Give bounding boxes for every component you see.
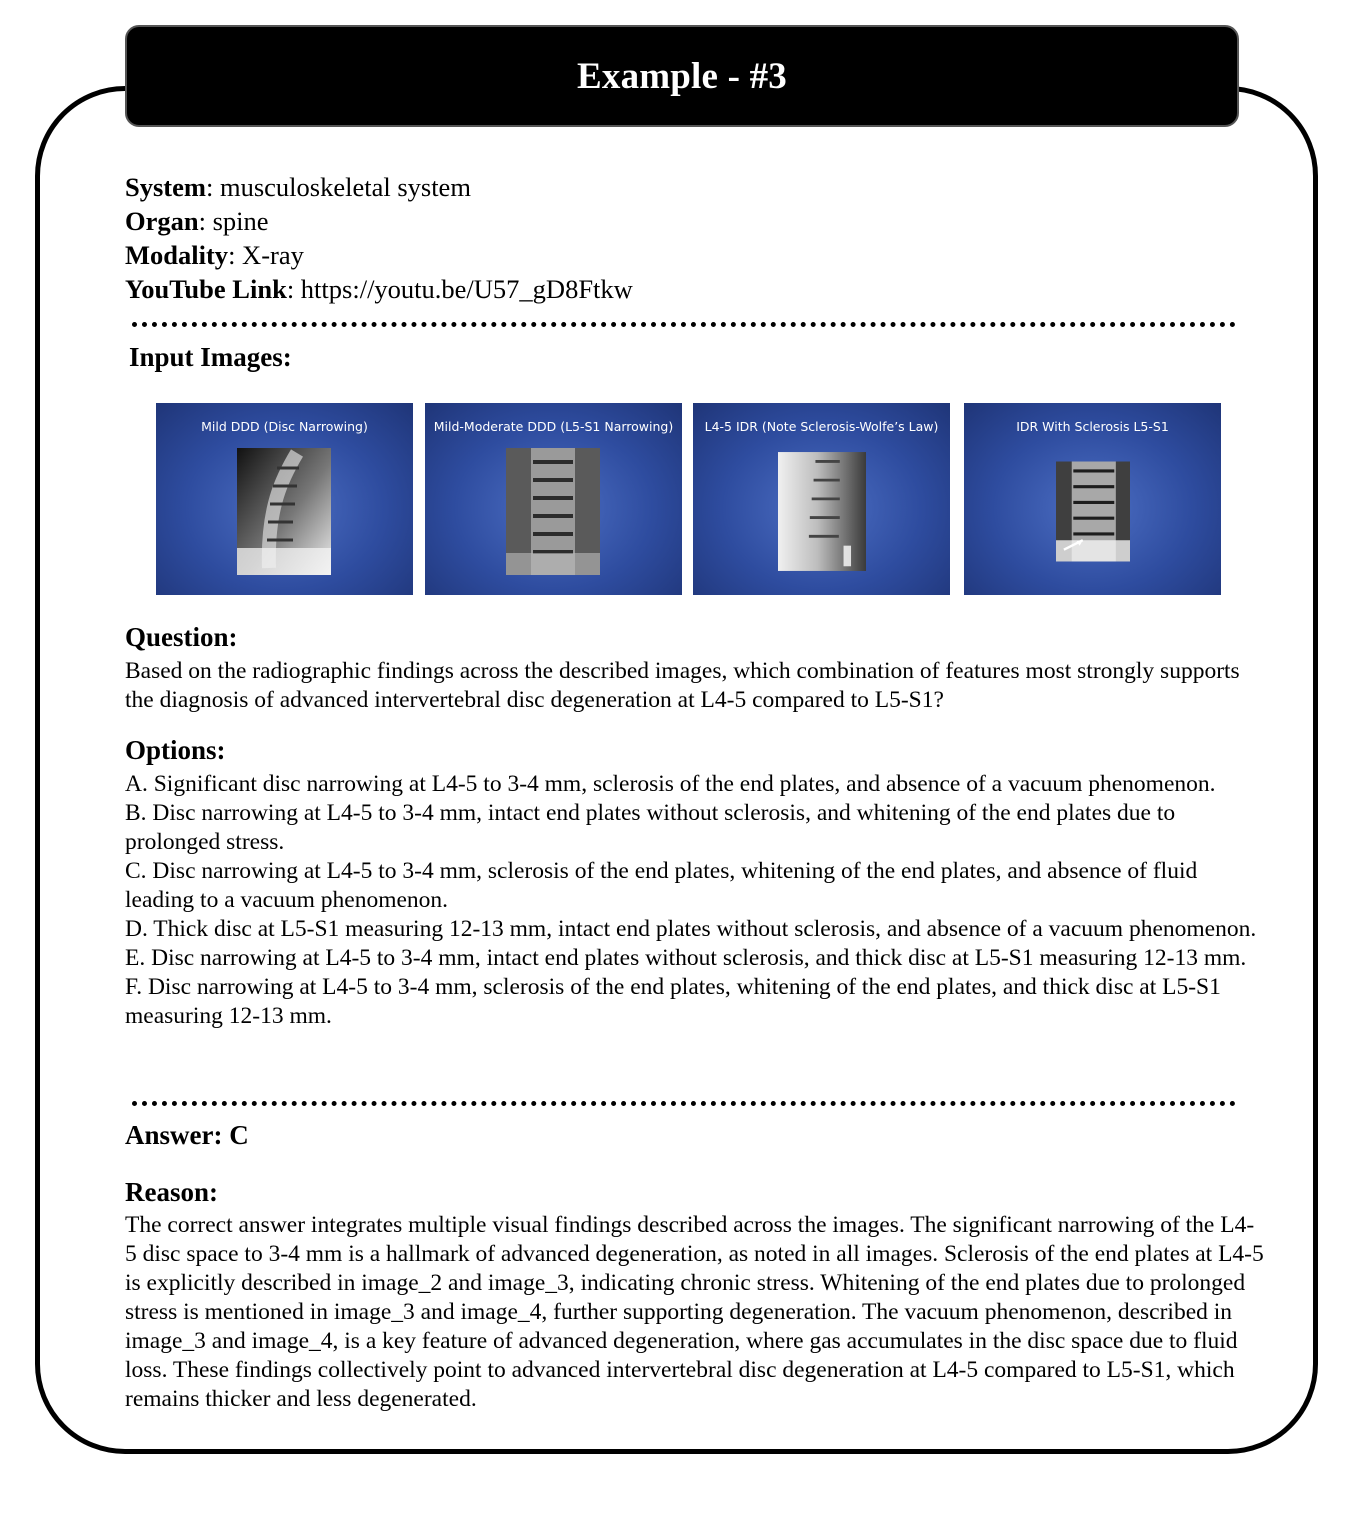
system-value: : musculoskeletal system [205, 172, 471, 202]
options-heading: Options: [125, 735, 226, 765]
organ-value: : spine [198, 206, 269, 236]
metadata-block [125, 170, 633, 306]
dotted-divider [132, 1101, 1236, 1106]
question-text: Based on the radiographic findings across the described images, which combination of features most strongly supports the diagnosis of advanced intervertebral disc degeneration at L4-5 compared to L5-S1? [125, 658, 1240, 713]
input-images-heading: Input Images: [129, 342, 292, 372]
organ-row [125, 204, 633, 238]
answer-text: Answer: C [125, 1120, 249, 1150]
spine-xray-image [1056, 448, 1130, 575]
slide-title: Mild DDD (Disc Narrowing) [201, 419, 368, 434]
reason-heading: Reason: [125, 1177, 218, 1207]
options-list [125, 770, 1265, 1031]
modality-value: : X-ray [228, 240, 304, 270]
reason-text: The correct answer integrates multiple visual findings described across the images. The significant narrowing of the L4-5 disc space to 3-4 mm is a hallmark of advanced degeneration, as noted in all images. Sclerosis of the end plates at L4-5 is explicitly described in image_2 and image_3, indicating chronic stress. Whitening of the end plates due to prolonged stress is mentioned in image_3 and image_4, further supporting degeneration. The vacuum phenomenon, described in image_3 and image_4, is a key feature of advanced degeneration, where gas accumulates in the disc space due to fluid loss. These findings collectively point to advanced intervertebral disc degeneration at L4-5 compared to L5-S1, which remains thicker and less degenerated. [125, 1212, 1264, 1412]
input-image-3 [693, 403, 950, 595]
system-row [125, 170, 633, 204]
input-image-2 [425, 403, 682, 595]
option-a: A. Significant disc narrowing at L4-5 to 3-4 mm, sclerosis of the end plates, and absence of a vacuum phenomenon. [125, 771, 1216, 797]
modality-row [125, 238, 633, 272]
modality-label: Modality [125, 240, 229, 270]
spine-xray-image [778, 448, 866, 575]
banner-title: Example - #3 [576, 55, 787, 97]
example-banner [125, 25, 1239, 127]
spine-xray-image [237, 448, 331, 575]
option-c: C. Disc narrowing at L4-5 to 3-4 mm, sclerosis of the end plates, whitening of the end plates, and absence of fluid leading to a vacuum phenomenon. [125, 858, 1198, 913]
organ-label: Organ [125, 206, 199, 236]
system-label: System [125, 172, 206, 202]
youtube-link[interactable]: : https://youtu.be/U57_gD8Ftkw [286, 274, 633, 304]
youtube-row [125, 272, 633, 306]
youtube-label: YouTube Link [125, 274, 287, 304]
slide-title: IDR With Sclerosis L5-S1 [1016, 419, 1169, 434]
slide-title: Mild-Moderate DDD (L5-S1 Narrowing) [433, 419, 674, 434]
option-e: E. Disc narrowing at L4-5 to 3-4 mm, intact end plates without sclerosis, and thick disc at L5-S1 measuring 12-13 mm. [125, 945, 1247, 971]
option-b: B. Disc narrowing at L4-5 to 3-4 mm, intact end plates without sclerosis, and whitening of the end plates due to prolonged stress. [125, 800, 1176, 855]
option-d: D. Thick disc at L5-S1 measuring 12-13 mm, intact end plates without sclerosis, and absence of a vacuum phenomenon. [125, 916, 1257, 942]
input-image-1 [156, 403, 413, 595]
slide-title: L4-5 IDR (Note Sclerosis-Wolfe’s Law) [704, 419, 939, 434]
question-heading: Question: [125, 622, 238, 652]
spine-xray-image [506, 448, 600, 575]
dotted-divider [132, 322, 1236, 327]
option-f: F. Disc narrowing at L4-5 to 3-4 mm, sclerosis of the end plates, whitening of the end plates, and thick disc at L5-S1 measuring 12-13 mm. [125, 974, 1221, 1029]
input-image-4 [964, 403, 1221, 595]
